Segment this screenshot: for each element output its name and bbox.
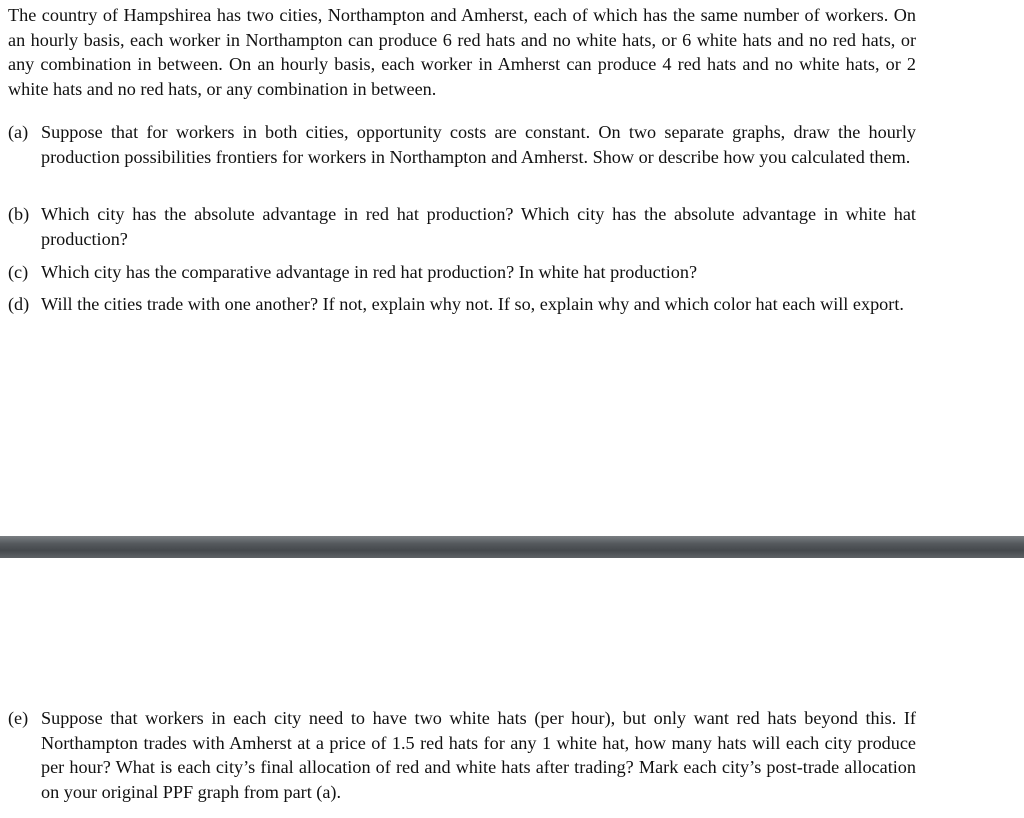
question-e-label: (e) bbox=[8, 708, 29, 728]
question-c bbox=[8, 260, 916, 285]
question-c-label: (c) bbox=[8, 262, 29, 282]
question-d-label: (d) bbox=[8, 294, 30, 314]
question-d bbox=[8, 292, 916, 317]
page-divider-bar bbox=[0, 536, 1024, 558]
question-c-text: Which city has the comparative advantage in red hat production? In white hat production? bbox=[41, 262, 698, 282]
question-b-label: (b) bbox=[8, 204, 30, 224]
question-e-text: Suppose that workers in each city need to have two white hats (per hour), but only want red hats beyond this. If Northampton trades with Amherst at a price of 1.5 red hats for any 1 white hat, how many hats will each city produce per hour? What is each city’s final allocation of red and white hats after trading? Mark each city’s post-trade allocation on your original PPF graph from part (a). bbox=[41, 708, 916, 802]
question-b bbox=[8, 202, 916, 251]
question-d-text: Will the cities trade with one another? If not, explain why not. If so, explain why and which color hat each will export. bbox=[41, 294, 904, 314]
question-a-label: (a) bbox=[8, 122, 29, 142]
question-a bbox=[8, 120, 916, 169]
question-a-text: Suppose that for workers in both cities, opportunity costs are constant. On two separate graphs, draw the hourly production possibilities frontiers for workers in Northampton and Amherst. Show or describe how you calculated them. bbox=[41, 122, 916, 167]
problem-intro: The country of Hampshirea has two cities, Northampton and Amherst, each of which has the same number of workers. On an hourly basis, each worker in Northampton can produce 6 red hats and no white hats, or 6 white hats and no red hats, or any combination in between. On an hourly basis, each worker in Amherst can produce 4 red hats and no white hats, or 2 white hats and no red hats, or any combination in between. bbox=[8, 5, 916, 99]
question-b-text: Which city has the absolute advantage in red hat production? Which city has the absolute advantage in white hat production? bbox=[41, 204, 916, 249]
question-e bbox=[8, 706, 916, 804]
